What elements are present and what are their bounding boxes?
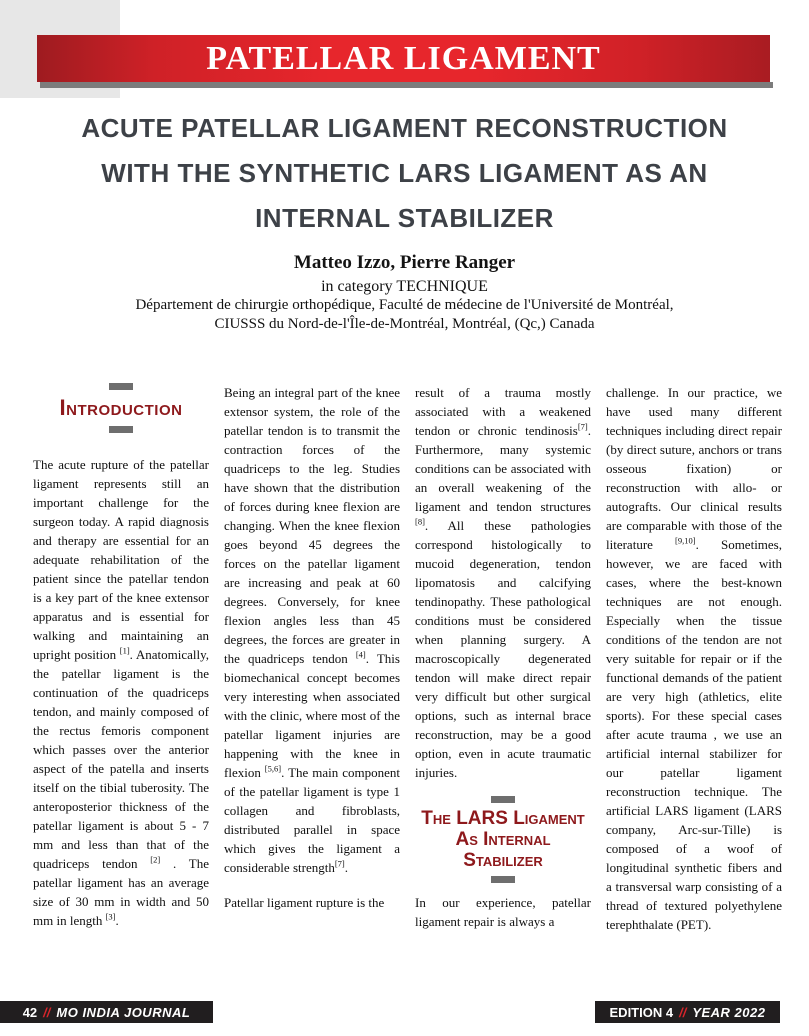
footer-separator: // bbox=[43, 1004, 51, 1020]
heading-bar-top-icon bbox=[109, 383, 133, 390]
article-title bbox=[0, 106, 809, 241]
section-banner-title: PATELLAR LIGAMENT bbox=[206, 39, 601, 77]
article-authors: Matteo Izzo, Pierre Ranger bbox=[293, 252, 516, 273]
heading-bar-bottom-icon bbox=[491, 876, 515, 883]
column-2-paragraph-2: Patellar ligament rupture is the bbox=[224, 895, 385, 910]
introduction-paragraph: The acute rupture of the patellar ligament represents still an important challenge for the surgeon today. A rapid diagnosis and therapy are essential for an adequate rehabilitation of the patient since the patellar tendon is a key part of the knee extensor apparatus and is essential for walking and maintaining an upright position [1]. Anatomically, the patellar ligament is the continuation of the quadriceps tendon, and mainly composed of the rectus femoris component which passes over the anterior aspect of the patella and inserts itself on the tibial tuberosity. The anteroposterior thickness of the patellar ligament is about 5 - 7 mm and less than that of the quadriceps tendon [2] . The patellar ligament has an average size of 30 mm in width and 50 mm in length [3]. bbox=[33, 457, 209, 928]
column-2-paragraph-1: Being an integral part of the knee extensor system, the role of the patellar tendon is to transmit the contraction forces of the quadriceps to the leg. Studies have shown that the distribution of forces during knee flexion are changing. When the knee flexion goes beyond 45 degrees the forces on the patellar ligament are increasing and peak at 60 degrees. Conversely, for knee flexion angles less than 45 degrees, the forces are greater in the quadriceps tendon [4]. This biomechanical concept becomes very interesting when associated with the clinic, where most of the patellar ligament injuries are happening with the knee in flexion [5,6]. The main component of the patellar ligament is type 1 collagen and fibroblasts, distributed parallel in space which gives the ligament a considerable strength[7]. bbox=[224, 385, 400, 875]
column-1 bbox=[33, 383, 209, 934]
article-header bbox=[0, 106, 809, 334]
article-title-line-3: INTERNAL STABILIZER bbox=[255, 203, 554, 233]
introduction-heading: Introduction bbox=[59, 395, 183, 420]
journal-name: MO INDIA JOURNAL bbox=[56, 1004, 191, 1020]
article-title-line-2: WITH THE SYNTHETIC LARS LIGAMENT AS AN bbox=[101, 158, 708, 188]
edition-label: EDITION 4 bbox=[609, 1004, 674, 1020]
article-body bbox=[33, 383, 782, 934]
article-title-line-1: ACUTE PATELLAR LIGAMENT RECONSTRUCTION bbox=[81, 113, 728, 143]
year-label: YEAR 2022 bbox=[692, 1004, 766, 1020]
heading-bar-bottom-icon bbox=[109, 426, 133, 433]
lars-section-heading: The LARS Ligament As Internal Stabilizer bbox=[421, 808, 585, 871]
page-number: 42 bbox=[22, 1004, 38, 1020]
column-4-paragraph-1: challenge. In our practice, we have used many different techniques including direct repair (by direct suture, anchors or trans osseous fixation) or reconstruction with allo- or autografts. Our clinical results are comparable with those of the literature [9,10]. Sometimes, however, we are faced with cases, where the best-known techniques are not enough. Especially when the tissue conditions of the tendon are not very suitable for repair or if the functional demands of the patient are very high (athletics, elite sports). For these special cases after acute trauma , we use an artificial internal stabilizer for our patellar ligament reconstruction technique. The artificial LARS ligament (LARS company, Arc-sur-Tille) is composed of a woof of longitudinal synthetic fibers and a transversal warp consisting of a thread of textured polyethylene terephthalate (PET). bbox=[606, 385, 782, 932]
column-2 bbox=[224, 383, 400, 934]
column-3 bbox=[415, 383, 591, 934]
column-4 bbox=[606, 383, 782, 934]
footer-page-number-bar bbox=[0, 1001, 213, 1023]
footer-separator: // bbox=[679, 1004, 687, 1020]
heading-bar-top-icon bbox=[491, 796, 515, 803]
article-affiliation-line-1: Département de chirurgie orthopédique, Faculté de médecine de l'Université de Montréal, bbox=[135, 297, 674, 313]
footer-edition-bar bbox=[595, 1001, 780, 1023]
introduction-heading-block bbox=[33, 383, 209, 433]
section-banner bbox=[37, 35, 770, 82]
column-3-paragraph-1: result of a trauma mostly associated with a weakened tendon or chronic tendinosis[7]. Furthermore, many systemic conditions can be associated with an overall weakening of the ligament and tendon structures [8]. All these pathologies correspond histologically to mucoid degeneration, tendon lipomatosis and calcifying tendinopathy. These pathological conditions must be considered when planning surgery. A macroscopically degenerated tendon will make direct repair very difficult but other surgical options, such as internal brace reconstruction, may be a good option, even in acute traumatic injuries. bbox=[415, 385, 591, 780]
column-3-paragraph-2: In our experience, patellar ligament repair is always a bbox=[415, 895, 591, 929]
banner-shadow bbox=[40, 82, 773, 88]
lars-heading-block bbox=[415, 796, 591, 883]
article-category: in category TECHNIQUE bbox=[321, 278, 488, 295]
article-affiliation-line-2: CIUSSS du Nord-de-l'Île-de-Montréal, Montréal, (Qc,) Canada bbox=[214, 316, 595, 332]
